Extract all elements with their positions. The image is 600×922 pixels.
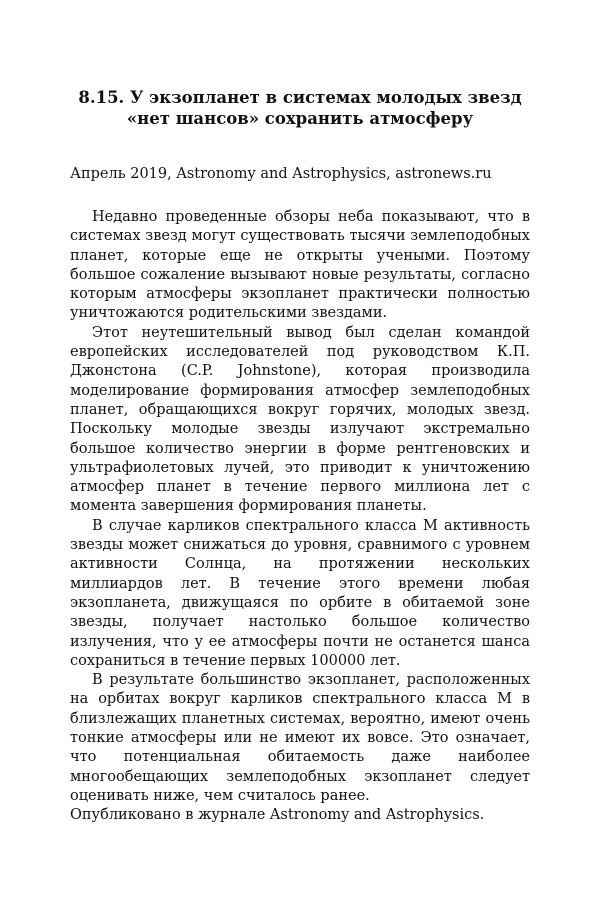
article-body: [70, 208, 530, 826]
article-closing-line: Опубликовано в журнале Astronomy and Astrophysics.: [70, 807, 485, 824]
article-paragraph: В случае карликов спектрального класса М активность звезды может снижаться до уровня, сравнимого с уровнем активности Солнца, на протяжении нескольких миллиардов лет. В течение этого времени любая экзопланета, движущаяся по орбите в обитаемой зоне звезды, получает настолько большое количество излучения, что у ее атмосферы почти не останется шанса сохраниться в течение первых 100000 лет.: [70, 517, 530, 669]
article-paragraph: В результате большинство экзопланет, расположенных на орбитах вокруг карликов спектрального класса М в близлежащих планетных системах, вероятно, имеют очень тонкие атмосферы или не имеют их вовсе. Это означает, что потенциальная обитаемость даже наиболее многообещающих землеподобных экзопланет следует оценивать ниже, чем считалось ранее.: [70, 672, 530, 804]
article-paragraph: Этот неутешительный вывод был сделан командой европейских исследователей под руководством К.П. Джонстона (C.P. Johnstone), которая производила моделирование формирования атмосфер землеподобных планет, обращающихся вокруг горячих, молодых звезд. Поскольку молодые звезды излучают экстремально большое количество энергии в форме рентгеновских и ультрафиолетовых лучей, это приводит к уничтожению атмосфер планет в течение первого миллиона лет с момента завершения формирования планеты.: [70, 324, 530, 515]
article-paragraph: Недавно проведенные обзоры неба показывают, что в системах звезд могут существовать тысячи землеподобных планет, которые еще не открыты учеными. Поэтому большое сожаление вызывают новые результаты, согласно которым атмосферы экзопланет практически полностью уничтожаются родительскими звездами.: [70, 209, 530, 322]
article-source-line: Апрель 2019, Astronomy and Astrophysics, astronews.ru: [70, 166, 492, 182]
article-title: 8.15. У экзопланет в системах молодых звезд «нет шансов» сохранить атмосферу: [78, 88, 522, 128]
